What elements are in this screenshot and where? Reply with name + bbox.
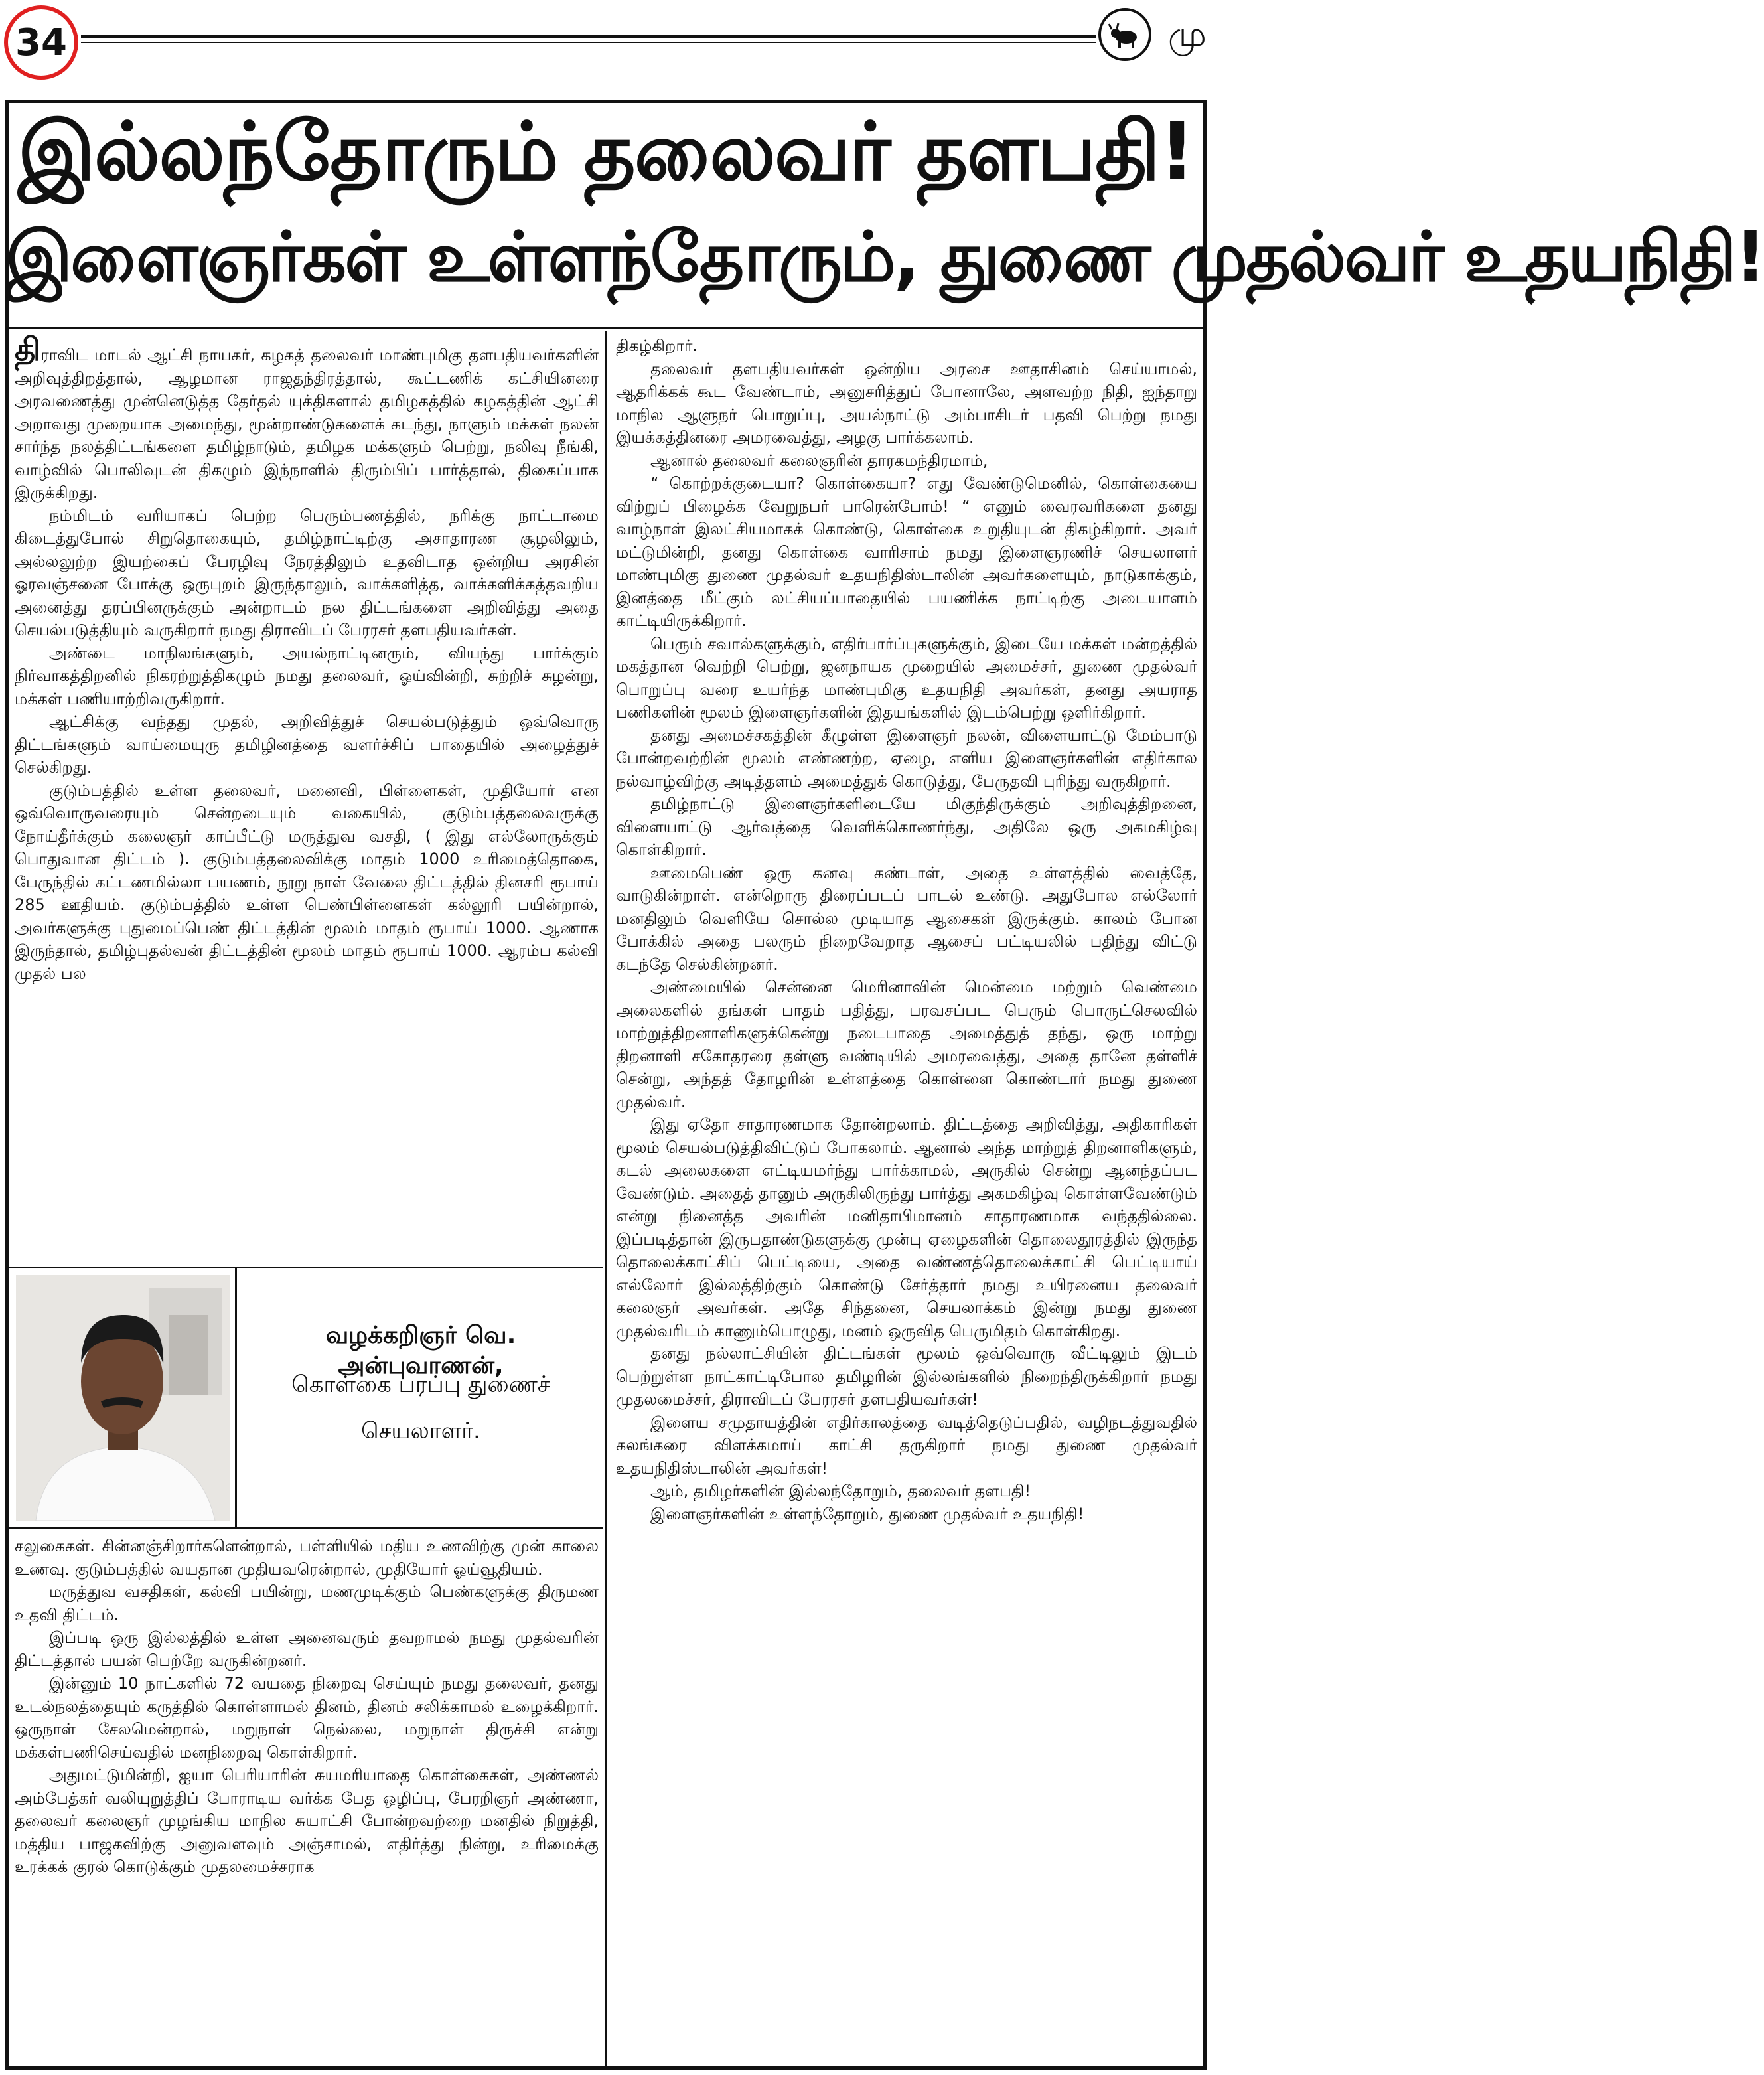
body-paragraph: மருத்துவ வசதிகள், கல்வி பயின்று, மணமுடிக்கும் பெண்களுக்கு திருமண உதவி திட்டம். [15, 1582, 599, 1624]
continuation-paragraph: சலுகைகள். சின்னஞ்சிறார்களென்றால், பள்ளியில் மதிய உணவிற்கு முன் காலை உணவு. குடும்பத்தில் வயதான முதியவரென்றால், முதியோர் ஓய்வூதியம். [15, 1537, 599, 1578]
body-paragraph: இன்னும் 10 நாட்களில் 72 வயதை நிறைவு செய்யும் நமது தலைவர், தனது உடல்நலத்தையும் கருத்தில் கொள்ளாமல் தினம், தினம் சலிக்காமல் உழைக்கிறார். ஒருநாள் சேலமென்றால், மறுநாள் நெல்லை, மறுநாள் திருச்சி என்று மக்கள்பணிசெய்வதில் மனநிறைவு கொள்கிறார். [15, 1674, 599, 1762]
body-paragraph: இது ஏதோ சாதாரணமாக தோன்றலாம். திட்டத்தை அறிவித்து, அதிகாரிகள் மூலம் செயல்படுத்திவிட்டுப் போகலாம். ஆனால் அந்த மாற்றுத் திறனாளிகளும், கடல் அலைகளை எட்டியமர்ந்து பார்க்காமல், அருகில் சென்று ஆனந்தப்பட வேண்டும். அதைத் தானும் அருகிலிருந்து பார்த்து அகமகிழ்வு கொள்ளவேண்டும் என்று நினைத்த அவரின் மனிதாபிமானம் சாதாரணமாக வந்ததில்லை. இப்படித்தான் இருபதாண்டுகளுக்கு முன்பு ஏழைகளின் தொலைதூரத்தில் இருந்த தொலைக்காட்சிப் பெட்டியை, அதை வண்ணத்தொலைக்காட்சி பெட்டியாய் எல்லோர் இல்லத்திற்கும் கொண்டு சேர்த்தார் நமது உயிரனைய தலைவர் கலைஞர் அவர்கள். அதே சிந்தனை, செயலாக்கம் இன்று நமது துணை முதல்வரிடம் காணும்பொழுது, மனம் ஒருவித பெருமிதம் கொள்கிறது. [616, 1115, 1197, 1340]
closing-line: ஆம், தமிழர்களின் இல்லந்தோறும், தலைவர் தளபதி! [650, 1482, 1031, 1500]
masthead-emblem [1098, 8, 1151, 61]
right-column [616, 335, 1197, 2066]
author-role-line-1: கொள்கை பரப்பு துணைச் [291, 1371, 550, 1398]
body-paragraph: குடும்பத்தில் உள்ள தலைவர், மனைவி, பிள்ளைகள், முதியோர் என ஒவ்வொருவரையும் சென்றடையும் வகையில், குடும்பத்தலைவருக்கு நோய்தீர்க்கும் கலைஞர் காப்பீட்டு மருத்துவ வசதி, ( இது எல்லோருக்கும் பொதுவான திட்டம் ). குடும்பத்தலைவிக்கு மாதம் 1000 உரிமைத்தொகை, பேருந்தில் கட்டணமில்லா பயணம், நூறு நாள் வேலை திட்டத்தில் தினசரி ரூபாய் 285 ஊதியம். குடும்பத்தில் உள்ள பெண்பிள்ளைகள் கல்லூரி பயின்றால், அவர்களுக்கு புதுமைப்பெண் திட்டத்தின் மூலம் மாதம் ரூபாய் 1000. ஆணாக இருந்தால், தமிழ்புதல்வன் திட்டத்தின் மூலம் மாதம் ரூபாய் 1000. ஆரம்ப கல்வி முதல் பல [15, 781, 599, 983]
header-rule [81, 35, 1096, 43]
body-paragraph: அண்மையில் சென்னை மெரினாவின் மென்மை மற்றும் வெண்மை அலைகளில் தங்கள் பாதம் பதித்து, பரவசப்பட பெரும் பொருட்செலவில் மாற்றுத்திறனாளிகளுக்கென்று நடைபாதை அமைத்துத் தந்து, ஒரு மாற்று திறனாளி சகோதரரை தள்ளு வண்டியில் அமரவைத்து, அதை தானே தள்ளிச் சென்று, அந்தத் தோழரின் உள்ளத்தை கொள்ளை கொண்டார் நமது துணை முதல்வர். [616, 978, 1197, 1111]
headline-line-2: இளைஞர்கள் உள்ளந்தோரும், துணை முதல்வர் உதயநிதி! [5, 216, 1764, 297]
body-paragraph: “ கொற்றக்குடையா? கொள்கையா? எது வேண்டுமெனில், கொள்கையை விற்றுப் பிழைக்க வேறுநபர் பாரென்போம்! “ எனும் வைரவரிகளை தனது வாழ்நாள் இலட்சியமாகக் கொண்டு, கொள்கை உறுதியுடன் திகழ்கிறார். அவர் மட்டுமின்றி, தனது கொள்கை வாரிசாம் நமது இளைஞரணிச் செயலாளர் மாண்புமிகு துணை முதல்வர் உதயநிதிஸ்டாலின் அவர்களையும், நாடுகாக்கும், இனத்தை மீட்கும் லட்சியப்பாதையில் பயணிக்க நாட்டிற்கு அடையாளம் காட்டியிருக்கிறார். [616, 474, 1197, 630]
headline-box [5, 100, 1764, 329]
author-divider [235, 1268, 237, 1527]
left-column-bottom [15, 1535, 599, 2066]
headline-line-1: இல்லந்தோரும் தலைவர் தளபதி! [18, 106, 1194, 198]
body-paragraph: அதுமட்டுமின்றி, ஐயா பெரியாரின் சுயமரியாதை கொள்கைகள், அண்ணல் அம்பேத்கர் வலியுறுத்திப் போராடிய வர்க்க பேத ஒழிப்பு, பேரறிஞர் அண்ணா, தலைவர் கலைஞர் முழங்கிய மாநில சுயாட்சி போன்றவற்றை மனதில் நிறுத்தி, மத்திய பாஜகவிற்கு அனுவளவும் அஞ்சாமல், எதிர்த்து நின்று, உரிமைக்கு உரக்கக் குரல் கொடுக்கும் முதலமைச்சராக [15, 1766, 599, 1876]
body-paragraph: தனது அமைச்சகத்தின் கீழுள்ள இளைஞர் நலன், விளையாட்டு மேம்பாடு போன்றவற்றின் மூலம் எண்ணற்ற, ஏழை, எளிய இளைஞர்களின் எதிர்கால நல்வாழ்விற்கு அடித்தளம் அமைத்துக் கொடுத்து, பேருதவி புரிந்து வருகிறார். [616, 726, 1197, 791]
body-paragraph: இப்படி ஒரு இல்லத்தில் உள்ள அனைவரும் தவறாமல் நமது முதல்வரின் திட்டத்தால் பயன் பெற்றே வருகின்றனர். [15, 1628, 599, 1670]
body-paragraph: நம்மிடம் வரியாகப் பெற்ற பெரும்பணத்தில், நரிக்கு நாட்டாமை கிடைத்துபோல் சிறுதொகையும், தமிழ்நாட்டிற்கு அசாதாரண சூழலிலும், அல்லலுற்ற இயற்கைப் பேரழிவு நேரத்திலும் உதவிடாத ஒன்றிய அரசின் ஓரவஞ்சனை போக்கு ஒருபுறம் இருந்தாலும், வாக்களித்த, வாக்களிக்கத்தவறிய அனைத்து தரப்பினருக்கும் அன்றாடம் நல திட்டங்களை அறிவித்து அதை செயல்படுத்தியும் வருகிறார் நமது திராவிடப் பேரரசர் தளபதியவர்கள். [15, 506, 599, 639]
bull-logo-icon [1108, 17, 1142, 52]
body-paragraph: இளைய சமுதாயத்தின் எதிர்காலத்தை வடித்தெடுப்பதில், வழிநடத்துவதில் கலங்கரை விளக்கமாய் காட்சி தருகிறார் நமது துணை முதல்வர் உதயநிதிஸ்டாலின் அவர்கள்! [616, 1413, 1197, 1478]
left-column-top [15, 331, 599, 1263]
author-photo [16, 1275, 230, 1521]
author-role-line-2: செயலாளர். [361, 1418, 480, 1444]
body-paragraph: ஆட்சிக்கு வந்தது முதல், அறிவித்துச் செயல்படுத்தும் ஒவ்வொரு திட்டங்களும் வாய்மையுரு தமிழினத்தை வளர்ச்சிப் பாதையில் அழைத்துச் செல்கிறது. [15, 712, 599, 777]
author-box [9, 1267, 603, 1529]
body-paragraph: ஆனால் தலைவர் கலைஞரின் தாரகமந்திரமாம், [650, 451, 988, 470]
masthead-title-fragment: மு [1168, 15, 1207, 54]
drop-cap: தி [15, 331, 41, 368]
author-name: வழக்கறிஞர் வெ. அன்புவாணன், [325, 1322, 516, 1379]
author-portrait-icon [16, 1275, 230, 1521]
body-paragraph: பெரும் சவால்களுக்கும், எதிர்பார்ப்புகளுக்கும், இடையே மக்கள் மன்றத்தில் மகத்தான வெற்றி பெற்று, ஜனநாயக முறையில் அமைச்சர், துணை முதல்வர் பொறுப்பு வரை உயர்ந்த மாண்புமிகு உதயநிதி அவர்கள், தனது அயராத பணிகளின் மூலம் இளைஞர்களின் இதயங்களில் இடம்பெற்று ஒளிர்கிறார். [616, 634, 1197, 722]
body-paragraph: தமிழ்நாட்டு இளைஞர்களிடையே மிகுந்திருக்கும் அறிவுத்திறனை, விளையாட்டு ஆர்வத்தை வெளிக்கொணர்ந்து, அதிலே ஒரு அகமகிழ்வு கொள்கிறார். [616, 795, 1197, 859]
column-divider [605, 331, 607, 2068]
closing-line: இளைஞர்களின் உள்ளந்தோறும், துணை முதல்வர் உதயநிதி! [650, 1504, 1084, 1523]
body-paragraph: அண்டை மாநிலங்களும், அயல்நாட்டினரும், வியந்து பார்க்கும் நிர்வாகத்திறனில் நிகரற்றுத்திகழும் நமது தலைவர், ஓய்வின்றி, சுற்றிச் சுழன்று, மக்கள் பணியாற்றிவருகிறார். [15, 643, 599, 708]
body-paragraph: தனது நல்லாட்சியின் திட்டங்கள் மூலம் ஒவ்வொரு வீட்டிலும் இடம் பெற்றுள்ள நாட்காட்டிபோல தமிழரின் இல்லங்களில் நிறைந்திருக்கிறார் நமது முதலமைச்சர், திராவிடப் பேரரசர் தளபதியவர்கள்! [616, 1344, 1197, 1409]
intro-paragraph: திராவிட மாடல் ஆட்சி நாயகர், கழகத் தலைவர் மாண்புமிகு தளபதியவர்களின் அறிவுத்திறத்தால், ஆழமான ராஜதந்திரத்தால், கூட்டணிக் கட்சியினரை அரவணைத்து முன்னெடுத்த தேர்தல் யுக்திகளால் தமிழகத்தில் கழகத்தின் ஆட்சி அறாவது முறையாக அமைந்து, மூன்றாண்டுகளைக் கடந்து, நாளும் மக்கள் நலன் சார்ந்த நலத்திட்டங்களை தமிழ்நாடும், தமிழக மக்களும் பெற்று, நலிவு நீங்கி, வாழ்வில் பொலிவுடன் திகழும் இந்நாளில் திரும்பிப் பார்த்தால், திகைப்பாக இருக்கிறது. [15, 331, 599, 502]
continuation-paragraph: திகழ்கிறார். [616, 337, 698, 355]
page-number: 34 [4, 5, 78, 80]
body-paragraph: ஊமைபெண் ஒரு கனவு கண்டாள், அதை உள்ளத்தில் வைத்தே, வாடுகின்றாள். என்றொரு திரைப்படப் பாடல் உண்டு. அதுபோல எல்லோர் மனதிலும் வெளியே சொல்ல முடியாத ஆசைகள் இருக்கும். காலம் போன போக்கில் அதை பலரும் நிறைவேறாத ஆசைப் பட்டியலில் பதிந்து விட்டு கடந்தே செல்கின்றனர். [616, 863, 1197, 974]
body-paragraph: தலைவர் தளபதியவர்கள் ஒன்றிய அரசை ஊதாசினம் செய்யாமல், ஆதரிக்கக் கூட வேண்டாம், அனுசரித்துப் போனாலே, அளவற்ற நிதி, ஐந்தாறு மாநில ஆளுநர் பொறுப்பு, அயல்நாட்டு அம்பாசிடர் பதவி பெற்று நமது இயக்கத்தினரை அமரவைத்து, அழகு பார்க்கலாம். [616, 359, 1198, 447]
